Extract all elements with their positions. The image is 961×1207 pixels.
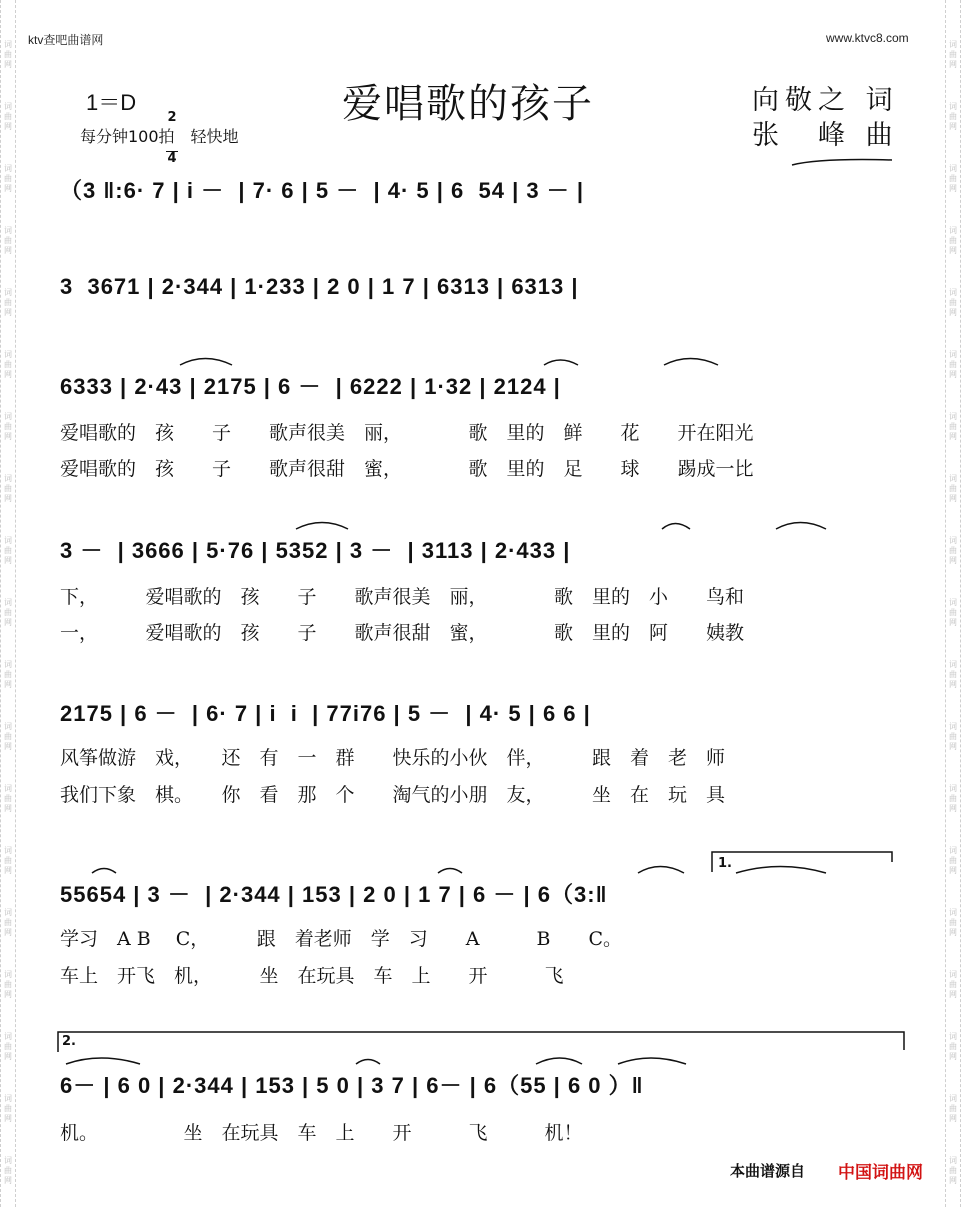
side-watermark-text: 词 曲 网 [4,722,12,751]
staff-line-3-lyrics-verse1: 爱唱歌的 孩 子 歌声很美 丽， 歌 里的 鲜 花 开在阳光 [60,422,754,444]
staff-line-6-notes: 55654 | 3 － | 2·344 | 153 | 2 0 | 1 7 | 6 － | 6（3:‖ [60,882,608,907]
side-watermark-text: 词 曲 网 [4,660,12,689]
tie-line-1 [792,160,892,165]
side-watermark-text: 词 曲 网 [4,40,12,69]
side-watermark-text: 词 曲 网 [949,846,957,875]
side-watermark-text: 词 曲 网 [949,350,957,379]
side-watermark-text: 词 曲 网 [949,1032,957,1061]
side-watermark-text: 词 曲 网 [949,288,957,317]
side-watermark-text: 词 曲 网 [4,1094,12,1123]
side-watermark-text: 词 曲 网 [4,536,12,565]
side-watermark-text: 词 曲 网 [949,660,957,689]
tempo-marking: 每分钟100拍 轻快地 [80,127,239,146]
staff-line-3-notes: 6333 | 2·43 | 2175 | 6 － | 6222 | 1·32 | 2124 | [60,374,561,399]
lyricist-credit: 向敬之 词 [752,85,899,116]
side-watermark-text: 词 曲 网 [949,226,957,255]
staff-line-3-lyrics-verse2: 爱唱歌的 孩 子 歌声很甜 蜜， 歌 里的 足 球 踢成一比 [60,458,754,480]
slur-line-6d [736,867,826,874]
side-watermark-text: 词 曲 网 [949,970,957,999]
side-watermark-text: 词 曲 网 [4,474,12,503]
staff-line-4-notes: 3 － | 3666 | 5·76 | 5352 | 3 － | 3113 | 2·433 | [60,538,571,563]
side-watermark-text: 词 曲 网 [949,536,957,565]
side-watermark-text: 词 曲 网 [4,1032,12,1061]
key-signature: 1＝D [86,90,137,115]
side-watermark-text: 词 曲 网 [4,164,12,193]
slur-line-4c [776,523,826,530]
staff-line-5-notes: 2175 | 6 － | 6· 7 | i i | 77i76 | 5 － | 4· 5 | 6 6 | [60,701,591,726]
side-watermark-text: 词 曲 网 [4,102,12,131]
first-ending-bracket [712,852,892,872]
left-site-label[interactable]: ktv查吧曲谱网 [28,33,104,47]
first-ending-label: 1. [718,856,732,871]
slur-line-4b [662,524,690,530]
side-watermark-text: 词 曲 网 [4,908,12,937]
slur-line-7c [536,1058,582,1064]
staff-line-6-lyrics-verse2: 车上 开飞 机， 坐 在玩具 车 上 开 飞 [60,965,564,987]
side-watermark-text: 词 曲 网 [949,784,957,813]
staff-line-4-lyrics-verse2: 一， 爱唱歌的 孩 子 歌声很甜 蜜， 歌 里的 阿 姨教 [60,622,745,644]
slur-line-6c [638,867,684,874]
second-ending-label: 2. [62,1034,76,1049]
slur-line-7a [66,1058,140,1064]
footer-source-site[interactable]: 中国词曲网 [838,1163,923,1183]
second-ending-bracket [58,1032,904,1052]
side-watermark-text: 词 曲 网 [949,722,957,751]
side-watermark-text: 词 曲 网 [4,412,12,441]
side-watermark-text: 词 曲 网 [949,598,957,627]
side-watermark-text: 词 曲 网 [949,164,957,193]
time-signature-top: 2 [167,110,177,125]
slur-line-4a [296,523,348,530]
side-watermark-text: 词 曲 网 [949,1156,957,1185]
side-watermark-text: 词 曲 网 [4,226,12,255]
time-signature-bottom: 4 [167,151,177,166]
song-title: 爱唱歌的孩子 [342,81,594,127]
staff-line-5-lyrics-verse2: 我们下象 棋。 你 看 那 个 淘气的小朋 友， 坐 在 玩 具 [60,784,726,806]
side-watermark-text: 词 曲 网 [949,474,957,503]
side-watermark-text: 词 曲 网 [4,846,12,875]
side-watermark-text: 词 曲 网 [949,1094,957,1123]
slur-line-6b [438,869,462,874]
side-watermark-text: 词 曲 网 [4,288,12,317]
side-watermark-text: 词 曲 网 [949,412,957,441]
side-watermark-text: 词 曲 网 [4,598,12,627]
staff-line-6-lyrics-verse1: 学习 A B C， 跟 着老师 学 习 A B C。 [60,928,623,950]
staff-line-7-lyrics-verse1: 机。 坐 在玩具 车 上 开 飞 机！ [60,1122,583,1144]
side-watermark-text: 词 曲 网 [4,1156,12,1185]
staff-line-7-notes: 6－ | 6 0 | 2·344 | 153 | 5 0 | 3 7 | 6－ | 6（55 | 6 0 ）‖ [60,1073,644,1098]
side-watermark-text: 词 曲 网 [949,102,957,131]
staff-line-5-lyrics-verse1: 风筝做游 戏， 还 有 一 群 快乐的小伙 伴， 跟 着 老 师 [60,747,726,769]
side-watermark-text: 词 曲 网 [4,350,12,379]
staff-line-1-notes: （3 ‖:6· 7 | i － | 7· 6 | 5 － | 4· 5 | 6 54 | 3 － | [60,178,584,203]
slur-line-6a [92,869,116,874]
slur-line-7d [618,1058,686,1064]
slur-line-3c [664,359,718,366]
side-watermark-text: 词 曲 网 [949,908,957,937]
side-watermark-text: 词 曲 网 [4,970,12,999]
side-watermark-text: 词 曲 网 [4,784,12,813]
staff-line-2-notes: 3 3671 | 2·344 | 1·233 | 2 0 | 1 7 | 6313 | 6313 | [60,274,579,299]
composer-credit: 张 峰 曲 [752,120,899,151]
footer-source-label: 本曲谱源自 [730,1162,806,1180]
right-site-label[interactable]: www.ktvc8.com [826,31,909,45]
slur-line-7b [356,1060,380,1065]
slur-line-3b [544,360,578,365]
staff-line-4-lyrics-verse1: 下， 爱唱歌的 孩 子 歌声很美 丽， 歌 里的 小 鸟和 [60,586,745,608]
side-watermark-text: 词 曲 网 [949,40,957,69]
slur-line-3a [180,359,232,366]
